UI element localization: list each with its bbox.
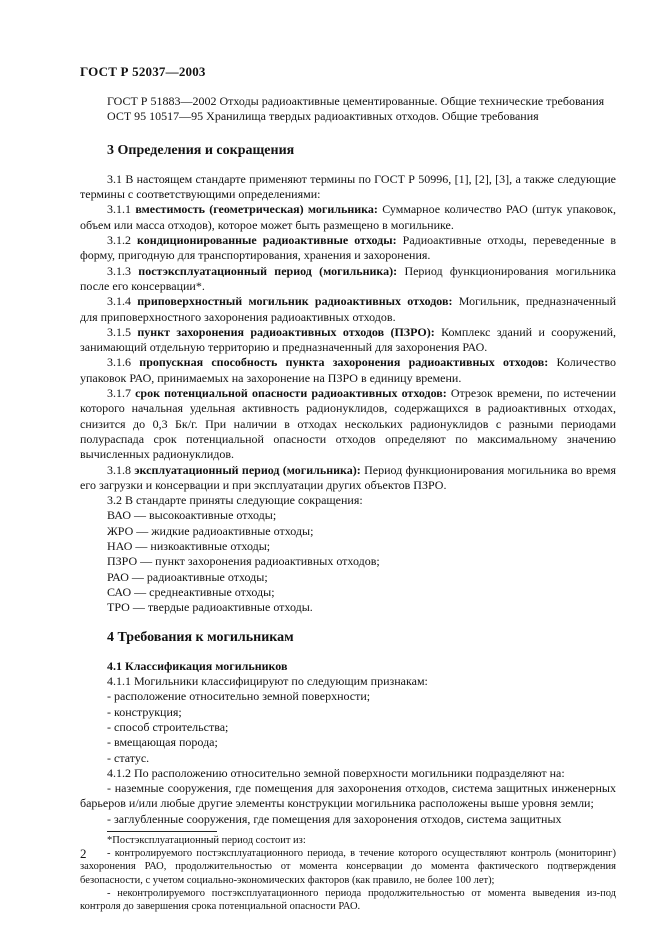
- clause-3-1: 3.1 В настоящем стандарте применяют термины по ГОСТ Р 50996, [1], [2], [3], а также следующие термины с соответствующими определениями:: [80, 171, 616, 202]
- abbreviation-rao: РАО — радиоактивные отходы;: [107, 569, 268, 584]
- classification-item: - вмещающая порода;: [107, 735, 218, 750]
- term: пункт захоронения радиоактивных отходов (ПЗРО):: [137, 324, 435, 339]
- term: постэксплуатационный период (могильника):: [138, 263, 398, 278]
- clause-3-2: 3.2 В стандарте приняты следующие сокращения:: [107, 493, 363, 508]
- page-header: ГОСТ Р 52037—2003: [80, 64, 206, 79]
- abbreviation-sao: САО — среднеактивные отходы;: [107, 584, 275, 599]
- footnote-divider: [107, 831, 217, 832]
- term: кондиционированные радиоактивные отходы:: [137, 233, 397, 248]
- classification-item: - конструкция;: [107, 704, 182, 719]
- location-item-buried: - заглубленные сооружения, где помещения для захоронения отходов, система защитных: [107, 811, 562, 826]
- section-4-title: 4 Требования к могильникам: [107, 629, 294, 645]
- term: вместимость (геометрическая) могильника:: [135, 202, 378, 217]
- abbreviation-nao: НАО — низкоактивные отходы;: [107, 539, 271, 554]
- clause-4-1-1: 4.1.1 Могильники классифицируют по следующим признакам:: [107, 674, 428, 689]
- reference-ost-95-10517: ОСТ 95 10517—95 Хранилища твердых радиоактивных отходов. Общие требования: [107, 109, 539, 124]
- definition-3-1-6: 3.1.6 пропускная способность пункта захоронения радиоактивных отходов: Количество упаковок РАО, принимаемых на захоронение на ПЗРО в единицу времени.: [80, 355, 616, 385]
- classification-item: - способ строительства;: [107, 719, 229, 734]
- definition-3-1-3: 3.1.3 постэксплуатационный период (могильника): Период функционирования могильника после его консервации*.: [80, 263, 617, 293]
- classification-item: - статус.: [107, 750, 150, 765]
- term: срок потенциальной опасности радиоактивных отходов:: [135, 386, 447, 401]
- footnote-title: *Постэксплуатационный период состоит из:: [107, 835, 306, 847]
- clause-4-1-2: 4.1.2 По расположению относительно земной поверхности могильники подразделяют на:: [107, 765, 565, 780]
- definition-3-1-4: 3.1.4 приповерхностный могильник радиоактивных отходов: Могильник, предназначенный для приповерхностного захоронения радиоактивных отходов.: [80, 294, 617, 324]
- term: приповерхностный могильник радиоактивных отходов:: [137, 294, 453, 309]
- subsection-4-1-title: 4.1 Классификация могильников: [107, 658, 288, 673]
- abbreviation-zhro: ЖРО — жидкие радиоактивные отходы;: [107, 523, 314, 538]
- classification-item: - расположение относительно земной поверхности;: [107, 689, 371, 704]
- abbreviation-vao: ВАО — высокоактивные отходы;: [107, 508, 277, 523]
- page-body: [80, 94, 616, 913]
- reference-gost-51883: ГОСТ Р 51883—2002 Отходы радиоактивные цементированные. Общие технические требования: [107, 94, 605, 108]
- term: пропускная способность пункта захоронения радиоактивных отходов:: [139, 355, 549, 370]
- definition-3-1-1: 3.1.1 вместимость (геометрическая) могильника: Суммарное количество РАО (штук упаковок, объем или масса отходов), которое может быть размещено в могильнике.: [80, 202, 617, 232]
- definition-3-1-5: 3.1.5 пункт захоронения радиоактивных отходов (ПЗРО): Комплекс зданий и сооружений, занимающий отдельную территорию и предназначенный для захоронения РАО.: [80, 324, 616, 355]
- abbreviation-pzro: ПЗРО — пункт захоронения радиоактивных отходов;: [107, 554, 380, 569]
- location-item-surface: - наземные сооружения, где помещения для захоронения отходов, система защитных инженерных барьеров и/или любые другие элементы конструкции могильника расположены выше уровня земли;: [80, 781, 616, 811]
- definition-3-1-2: 3.1.2 кондиционированные радиоактивные отходы: Радиоактивные отходы, переведенные в форму, пригодную для транспортирования, хранения и захоронения.: [80, 233, 617, 263]
- abbreviation-tro: ТРО — твердые радиоактивные отходы.: [107, 600, 313, 615]
- page-number: 2: [80, 846, 87, 861]
- definition-3-1-8: 3.1.8 эксплуатационный период (могильника): Период функционирования могильника во время его загрузки и консервации и при эксплуатации других объектов ПЗРО.: [80, 462, 617, 492]
- footnote-item-controlled: - контролируемого постэксплуатационного периода, в течение которого осуществляют контроль (мониторинг) захоронения РАО, продолжительностью от момента консервации до момента фактического подтверждения безопасности, с учетом социально-экономических факторов (как правило, не более 100 лет);: [80, 848, 616, 886]
- footnote-item-uncontrolled: - неконтролируемого постэксплуатационного периода продолжительностью от момента выведения из-под контроля до завершения срока потенциальной опасности РАО.: [80, 887, 616, 913]
- term: эксплуатационный период (могильника):: [134, 462, 361, 477]
- section-3-title: 3 Определения и сокращения: [107, 142, 295, 158]
- definition-3-1-7: 3.1.7 срок потенциальной опасности радиоактивных отходов: Отрезок времени, по истечении которого начальная удельная активность радионуклидов, содержащихся в радиоактивных отходах, снизится до 0,3 Бк/г. При наличии в отходах нескольких радионуклидов с разными периодами полураспада срок потенциальной опасности отходов определяют по максимальному значению вычисленных радионуклидов.: [80, 386, 617, 462]
